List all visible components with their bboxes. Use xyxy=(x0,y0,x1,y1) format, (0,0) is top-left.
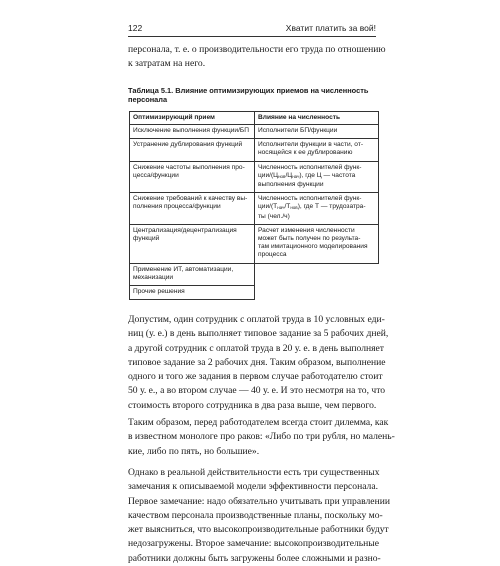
table-row xyxy=(130,263,379,285)
table-row xyxy=(130,161,379,193)
technique-cell: Устранение дублирования функций xyxy=(130,139,255,161)
text-line: Однако в реальной действительности есть три существенных xyxy=(128,467,380,478)
caption-line: персонала xyxy=(128,95,168,104)
technique-cell: Прочие решения xyxy=(130,286,255,300)
text-line: работники должны быть загружены более сложными и разно- xyxy=(128,552,381,564)
text-line: Допустим, один сотрудник с оплатой труда в 10 условных еди- xyxy=(128,314,385,325)
text-line: Первое замечание: надо обязательно учитывать при управлении xyxy=(128,495,390,507)
column-header: Влияние на численность xyxy=(255,112,379,125)
intro-paragraph xyxy=(128,43,386,72)
table-row xyxy=(130,125,379,139)
paragraph-remarks xyxy=(128,466,390,566)
empty-cell xyxy=(255,286,379,300)
technique-cell: Исключение выполнения функции/БП xyxy=(130,125,255,139)
impact-cell: Численность исполнителей функ- ции/$(Ц_{нов}/Ц_{нач})$, где Ц — частота выполнения функции xyxy=(255,161,379,193)
text-line: в известном монологе про раков: «Либо по три рубля, но малень- xyxy=(128,431,395,443)
text-line: недозагружены. Второе замечание: высокопроизводительные xyxy=(128,538,379,550)
technique-cell: Применение ИТ, автоматизации, механизации xyxy=(130,263,255,285)
text-line: к затратам на него. xyxy=(128,58,206,70)
technique-cell: Снижение частоты выполнения про- цесса/функции xyxy=(130,161,255,193)
table-caption xyxy=(128,86,378,104)
paragraph-example xyxy=(128,313,389,413)
text-line: персонала, т. е. о производительности его труда по отношению xyxy=(128,44,386,55)
paragraph-dilemma xyxy=(128,416,395,459)
text-line: ниц (у. е.) в день выполняет типовое задание за 5 рабочих дней, xyxy=(128,328,389,340)
running-title: Хватит платить за вой! xyxy=(285,23,376,33)
table-row xyxy=(130,286,379,300)
page-number: 122 xyxy=(128,23,143,33)
impact-cell: Численность исполнителей функ- ции/$(T_{нач}/T_{нов})$, где Т — трудозатра- ты (чел./ч) xyxy=(255,193,379,225)
table-row xyxy=(130,193,379,225)
column-header: Оптимизирующий прием xyxy=(130,112,255,125)
technique-cell: Снижение требований к качеству вы- полнения процесса/функции xyxy=(130,193,255,225)
text-line: типовое задание за 2 рабочих дня. Таким образом, выполнение xyxy=(128,356,386,368)
text-line: кие, либо по пять, но большие». xyxy=(128,445,260,457)
text-line: одного и того же задания в первом случае работодателю стоит xyxy=(128,371,383,383)
empty-cell xyxy=(255,263,379,285)
text-line: жет выясниться, что высокопроизводительные работники будут xyxy=(128,524,389,536)
table-row xyxy=(130,224,379,263)
table-header-row xyxy=(130,112,379,125)
text-line: а другой сотрудник с оплатой труда в 20 у. е. в день выполняет xyxy=(128,342,384,354)
text-line: стоимость второго сотрудника в два раза выше, чем первого. xyxy=(128,399,377,411)
impact-cell: Расчет изменения численности может быть получен по результа- там имитационного моделирования процесса xyxy=(255,224,379,263)
text-line: качеством персонала производственные планы, поскольку мо- xyxy=(128,509,383,521)
impact-cell: Исполнители БП/функции xyxy=(255,125,379,139)
running-header xyxy=(128,20,376,37)
table-row xyxy=(130,139,379,161)
technique-cell: Централизация/децентрализация функций xyxy=(130,224,255,263)
text-line: 50 у. е., а во втором случае — 40 у. е. И это несмотря на то, что xyxy=(128,385,386,397)
optimization-table xyxy=(129,111,379,300)
text-line: Таким образом, перед работодателем всегда стоит дилемма, как xyxy=(128,417,389,428)
caption-line: Таблица 5.1. Влияние оптимизирующих приемов на численность xyxy=(128,86,369,95)
text-line: замечания к описываемой модели эффективности персонала. xyxy=(128,481,378,493)
impact-cell: Исполнители функции в части, от- носящейся к ее дублированию xyxy=(255,139,379,161)
